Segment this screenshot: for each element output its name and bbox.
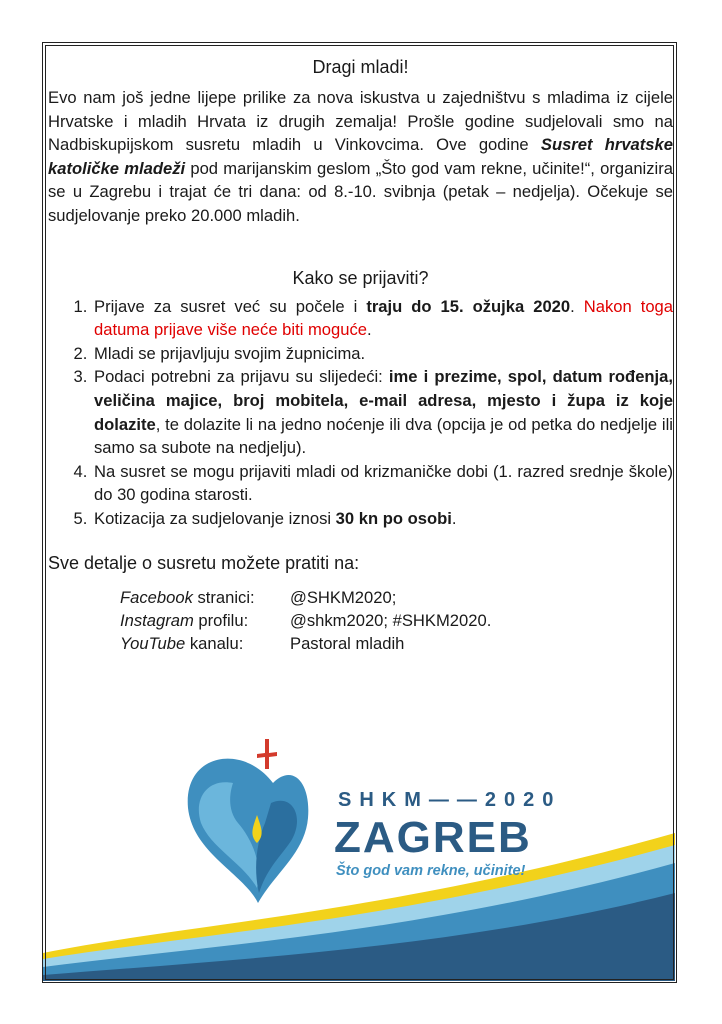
step-4-text: Na susret se mogu prijaviti mladi od krizmaničke dobi (1. razred srednje škole) do 30 godina starosti. <box>94 461 673 505</box>
follow-heading: Sve detalje o susretu možete pratiti na: <box>48 552 360 573</box>
list-item <box>92 295 673 342</box>
list-item <box>92 507 673 531</box>
heart-icon <box>188 759 309 903</box>
step-5-end: . <box>451 508 457 528</box>
facebook-name: Facebook <box>120 587 193 607</box>
step-5-fee: 30 kn po osobi <box>335 508 452 528</box>
youtube-channel[interactable]: Pastoral mladih <box>290 633 405 653</box>
facebook-handle[interactable]: @SHKM2020; <box>290 587 397 607</box>
list-item <box>92 460 673 507</box>
step-1-sep: . <box>570 296 584 316</box>
youtube-suffix: kanalu: <box>185 633 244 653</box>
intro-text-1: Evo nam još jedne lijepe prilike za nova iskustva u zajedništvu s mladima iz cijele Hrvatske i mladih Hrvata iz drugih zemalja! Prošle godine sudjelovali smo na Nadbiskupijskom susretu mladih u Vinkovcima. Ove godine <box>48 88 673 155</box>
logo-top-text: SHKM——2020 <box>338 789 562 811</box>
registration-steps <box>48 295 673 531</box>
facebook-label <box>120 586 290 609</box>
list-item <box>92 365 673 459</box>
cross-icon <box>257 739 277 769</box>
logo-main-text: ZAGREB <box>334 813 532 862</box>
social-row-youtube <box>120 632 673 655</box>
logo-motto: Što god vam rekne, učinite! <box>336 863 526 879</box>
intro-emphasis: Susret hrvatske katoličke mladeži <box>48 135 673 178</box>
step-1-text: Prijave za susret već su počele i <box>94 296 367 316</box>
step-3-required-data: ime i prezime, spol, datum rođenja, veličina majice, broj mobitela, e-mail adresa, mjesto i župa iz koje dolazite <box>94 367 674 434</box>
step-2-text: Mladi se prijavljuju svojim župnicima. <box>94 343 366 363</box>
step-3-text: Podaci potrebni za prijavu su slijedeći: <box>94 367 389 387</box>
instagram-handle[interactable]: @shkm2020; #SHKM2020. <box>290 610 492 630</box>
step-1-end: . <box>367 320 372 340</box>
instagram-suffix: profilu: <box>193 610 249 630</box>
instagram-label <box>120 609 290 632</box>
intro-text-2: pod marijanskim geslom „Što god vam rekne, učinite!“, organizira se u Zagrebu i trajat će tri dana: od 8.-10. svibnja (petak – nedjelja). Očekuje se sudjelovanje preko 20.000 mladih. <box>48 158 673 225</box>
letter-content <box>48 57 673 655</box>
list-item <box>92 342 673 366</box>
social-row-facebook <box>120 586 673 609</box>
step-3-after: , te dolazite li na jedno noćenje ili dva (opcija je od petka do nedjelje ili samo sa subote na nedjelju). <box>94 414 673 458</box>
howto-heading: Kako se prijaviti? <box>292 267 429 288</box>
social-links <box>120 586 673 655</box>
instagram-name: Instagram <box>120 610 194 630</box>
step-1-warning: Nakon toga datuma prijave više neće biti moguće <box>94 296 674 340</box>
intro-paragraph <box>48 86 673 228</box>
step-5-text: Kotizacija za sudjelovanje iznosi <box>94 508 336 528</box>
greeting-heading: Dragi mladi! <box>312 57 409 77</box>
youtube-name: YouTube <box>120 633 186 653</box>
page-frame <box>42 42 677 983</box>
event-logo <box>43 723 675 981</box>
youtube-label <box>120 632 290 655</box>
step-1-deadline: traju do 15. ožujka 2020 <box>366 296 571 316</box>
social-row-instagram <box>120 609 673 632</box>
facebook-suffix: stranici: <box>192 587 255 607</box>
